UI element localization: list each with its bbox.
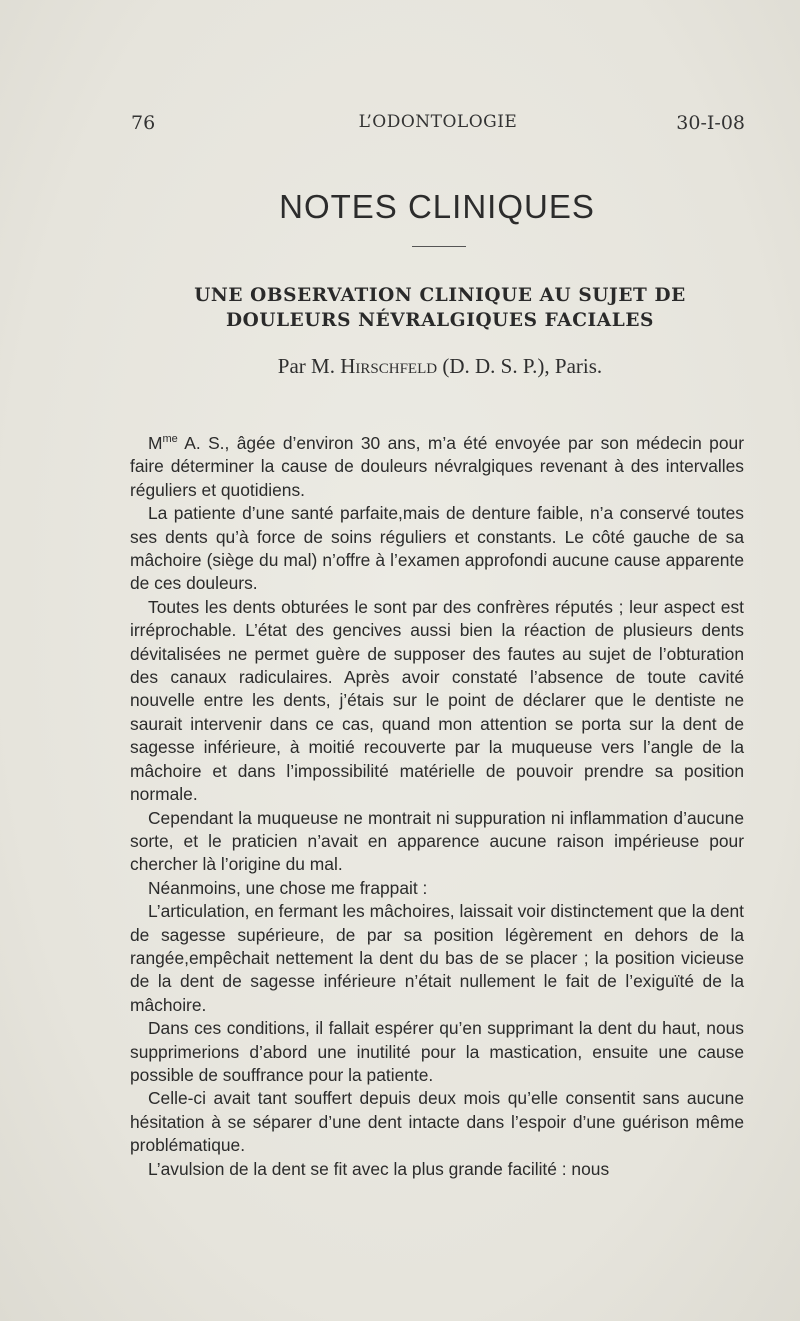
paragraph-text: A. S., âgée d’environ 30 ans, m’a été envoyée par son médecin pour faire déterminer la cause de douleurs névralgiques revenant à des intervalles réguliers et quotidiens. bbox=[130, 433, 744, 500]
page-number: 76 bbox=[131, 112, 156, 134]
issue-date: 30-I-08 bbox=[676, 112, 745, 134]
author-name: Hirschfeld bbox=[340, 354, 438, 378]
paragraph: Celle-ci avait tant souffert depuis deux mois qu’elle consentit sans aucune hésitation à se séparer d’une dent intacte dans l’espoir d’une guérison même problématique. bbox=[130, 1088, 744, 1156]
paragraph: Cependant la muqueuse ne montrait ni suppuration ni inflammation d’aucune sorte, et le praticien n’avait en apparence aucune raison impérieuse pour chercher là l’origine du mal. bbox=[130, 807, 744, 875]
section-title: NOTES CLINIQUES bbox=[279, 188, 595, 225]
article-title bbox=[120, 283, 760, 333]
running-head bbox=[131, 112, 745, 140]
title-rule bbox=[412, 246, 466, 247]
byline bbox=[120, 354, 760, 379]
paragraph: L’articulation, en fermant les mâchoires, laissait voir distinctement que la dent de sagesse supérieure, de par sa position légèrement en dehors de la rangée,empêchait nettement la dent du bas de se placer ; la position vicieuse de la dent de sagesse inférieure n’était nullement le fait de l’exiguïté de la mâchoire. bbox=[130, 901, 744, 1015]
paragraph-lead: M bbox=[148, 433, 163, 453]
byline-prefix: Par M. bbox=[277, 354, 341, 378]
paragraph: Néanmoins, une chose me frappait : bbox=[148, 877, 428, 898]
paragraph-lead-superscript: me bbox=[162, 433, 178, 446]
paragraph: La patiente d’une santé parfaite,mais de denture faible, n’a conservé toutes ses dents qu’à force de soins réguliers et constants. Le côté gauche de sa mâchoire (siège du mal) n’offre à l’examen approfondi aucune cause apparente de ces douleurs. bbox=[130, 503, 744, 594]
paragraph: L’avulsion de la dent se fit avec la plus grande facilité : nous bbox=[148, 1158, 610, 1179]
paragraph: Toutes les dents obturées le sont par des confrères réputés ; leur aspect est irréprochable. L’état des gencives aussi bien la réaction de plusieurs dents dévitalisées ne permet guère de supposer des fautes au sujet de l’obturation des canaux radiculaires. Après avoir constaté l’absence de toute cavité nouvelle entre les dents, j’étais sur le point de déclarer que le dentiste ne saurait intervenir dans ce cas, quand mon attention se porta sur la dent de sagesse inférieure, à moitié recouverte par la muqueuse vers l’angle de la mâchoire et dans l’impossibilité matérielle de pouvoir prendre sa position normale. bbox=[130, 596, 744, 805]
article-title-line-2: DOULEURS NÉVRALGIQUES FACIALES bbox=[225, 310, 655, 331]
byline-suffix: (D. D. S. P.), Paris. bbox=[437, 354, 603, 378]
paragraph bbox=[130, 432, 744, 502]
journal-title: L’ODONTOLOGIE bbox=[358, 112, 518, 132]
article-body bbox=[130, 432, 744, 1181]
paragraph: Dans ces conditions, il fallait espérer qu’en supprimant la dent du haut, nous supprimerions d’abord une inutilité pour la mastication, ensuite une cause possible de souffrance pour la patiente. bbox=[130, 1018, 744, 1085]
article-title-line-1: UNE OBSERVATION CLINIQUE AU SUJET DE bbox=[194, 285, 686, 306]
